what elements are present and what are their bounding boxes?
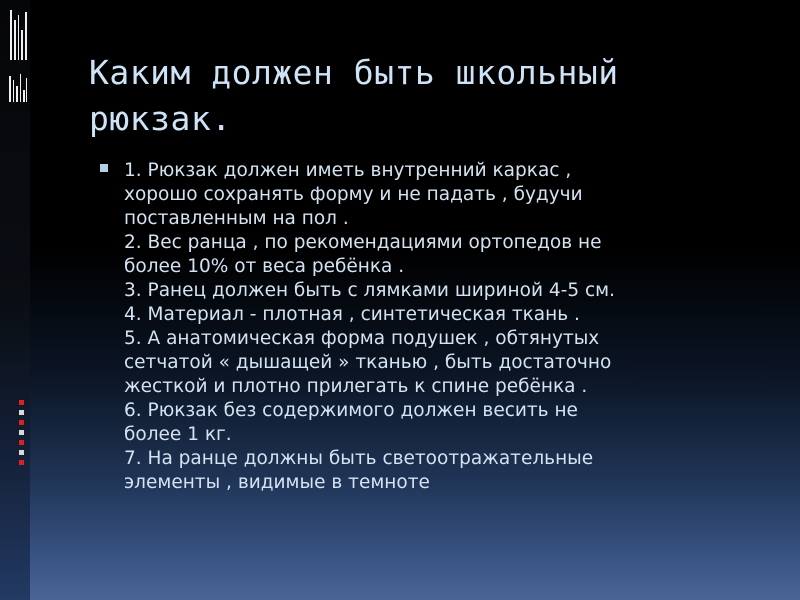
- body-line: 3. Ранец должен быть с лямками шириной 4-5 см.: [124, 280, 615, 301]
- slide-body: [100, 159, 740, 495]
- decor-color-bars: [0, 0, 30, 600]
- left-decor-strip: [0, 0, 30, 600]
- body-line: более 10% от веса ребёнка .: [124, 256, 405, 277]
- body-line: 7. На ранце должны быть светоотражательные: [124, 448, 594, 469]
- body-line: 1. Рюкзак должен иметь внутренний каркас ,: [124, 160, 572, 181]
- body-line: 5. А анатомическая форма подушек , обтянутых: [124, 328, 600, 349]
- square-bullet-icon: [100, 164, 108, 172]
- body-line: поставленным на пол .: [124, 208, 349, 229]
- list-item: [100, 159, 740, 495]
- body-line: 4. Материал - плотная , синтетическая ткань .: [124, 304, 580, 325]
- body-line: сетчатой « дышащей » тканью , быть достаточно: [124, 352, 612, 373]
- body-line: элементы , видимые в темноте: [124, 472, 430, 493]
- body-line: 2. Вес ранца , по рекомендациями ортопедов не: [124, 232, 602, 253]
- body-line: хорошо сохранять форму и не падать , будучи: [124, 184, 583, 205]
- body-line: более 1 кг.: [124, 424, 232, 445]
- title-line: Каким должен быть школьный: [89, 53, 619, 92]
- body-line: жесткой и плотно прилегать к спине ребёнка .: [124, 376, 588, 397]
- title-line: рюкзак.: [89, 99, 232, 138]
- slide-title: [89, 50, 729, 142]
- body-line: 6. Рюкзак без содержимого должен весить не: [124, 400, 578, 421]
